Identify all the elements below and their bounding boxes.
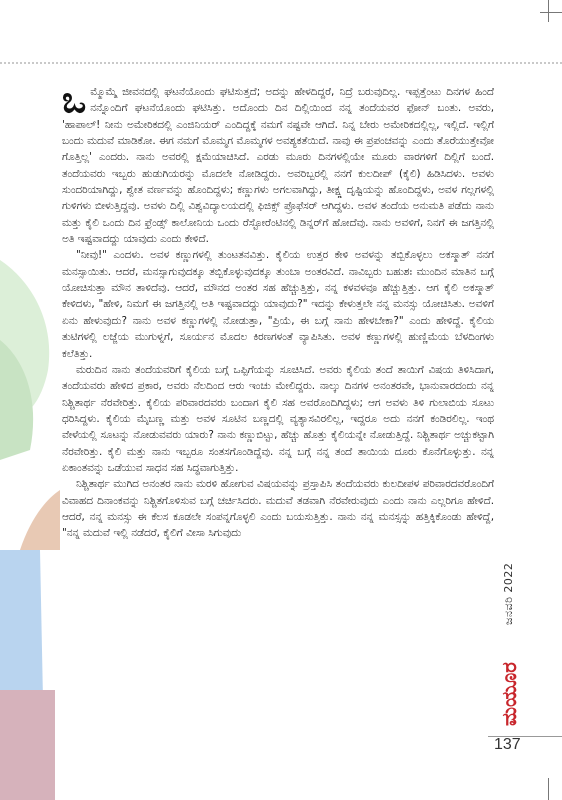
magazine-logo: ಮಯೂರ [497,662,521,726]
article-paragraph-1 [62,80,494,247]
article-paragraph-3: ಮರುದಿನ ನಾನು ತಂದೆಯವರಿಗೆ ಕೈಲಿಯ ಬಗ್ಗೆ ಒಪ್ಪಿಗೆಯನ್ನು ಸೂಚಿಸಿದೆ. ಅವರು ಕೈಲಿಯ ತಂದೆ ತಾಯಿಗೆ ವಿಷಯ ತಿಳಿಸಿದಾಗ, ತಂದೆಯವರು ಹೇಳಿದ ಪ್ರಕಾರ, ಅವರು ನೆಲದಿಂದ ಆರು ಇಂಚು ಮೇಲಿದ್ದರು. ನಾಲ್ಕು ದಿನಗಳ ಅನಂತರವೇ, ಭಾನುವಾರದಂದು ನನ್ನ ನಿಶ್ಚಿತಾರ್ಥ ನೆರವೇರಿತ್ತು. ಕೈಲಿಯ ಪರಿವಾರದವರು ಬಂದಾಗ ಕೈಲಿ ಸಹ ಅವರೊಂದಿಗಿದ್ದಳು; ಆಗ ಅವಳು ತಿಳಿ ಗುಲಾಬಿಯ ಸೂಟು ಧರಿಸಿದ್ದಳು. ಕೈಲಿಯ ಮೈಬಣ್ಣ ಮತ್ತು ಅವಳ ಸೂಟಿನ ಬಣ್ಣದಲ್ಲಿ ವ್ಯತ್ಯಾಸವಿರಲಿಲ್ಲ, ಇದ್ದರೂ ಅದು ನನಗೆ ಕಂಡಿರಲಿಲ್ಲ. ಇಂಥ ವೇಳೆಯಲ್ಲಿ ಸೂಟನ್ನು ನೋಡುವವರು ಯಾರು? ನಾನು ಕಣ್ಣುಬಿಟ್ಟು, ಹೆಚ್ಚು ಹೊತ್ತು ಕೈಲಿಯನ್ನೇ ನೋಡುತ್ತಿದ್ದೆ. ನಿಶ್ಚಿತಾರ್ಥ ಅಚ್ಚುಕಟ್ಟಾಗಿ ನೆರವೇರಿತ್ತು. ಕೈಲಿ ಮತ್ತು ನಾನು ಇಬ್ಬರೂ ಸಂತಸಗೊಂಡಿದ್ದೆವು. ನನ್ನ ಬಗ್ಗೆ ನನ್ನ ತಂದೆ ತಾಯಿಯ ದೂರು ಕೊನೆಗೊಳ್ಳುತ್ತು. ನನ್ನ ಏಕಾಂತವನ್ನು ಒಡೆಯುವ ಸಾಧನ ಸಹ ಸಿದ್ಧವಾಗುತ್ತಿತ್ತು. [62,363,494,474]
paragraph-text: ಮ್ಮೊಮ್ಮೆ ಜೀವನದಲ್ಲಿ ಘಟನೆಯೊಂದು ಘಟಿಸುತ್ತದೆ; ಅದನ್ನು ಹೇಳದಿದ್ದರೆ, ನಿದ್ರೆ ಬರುವುದಿಲ್ಲ. ಇಪ್ಪತ್ತೆಂಟು ದಿನಗಳ ಹಿಂದೆ ನನ್ನೊಂದಿಗೆ ಘಟನೆಯೊಂದು ಘಟಿಸಿತ್ತು. ಅದೊಂದು ದಿನ ದಿಲ್ಲಿಯಿಂದ ನನ್ನ ತಂದೆಯವರ ಫೋನ್ ಬಂತು. ಅವರು, 'ಹಾಪಾಲ್! ನೀನು ಅಮೇರಿಕದಲ್ಲಿ ಎಂಜಿನಿಯರ್ ಎಂದಿದ್ದಕ್ಕೆ ನಮಗೆ ನಷ್ಟವೇ ಆಗಿದೆ. ನಿನ್ನ ಬೇರು ಅಮೇರಿಕದಲ್ಲಿಲ್ಲ, ಇಲ್ಲಿದೆ. ಇಲ್ಲಿಗೆ ಬಂದು ಮದುವೆ ಮಾಡಿಕೋ. ಈಗ ನಮಗೆ ಮೊಮ್ಮಗ ಮೊಮ್ಮಗಳ ಅವಶ್ಯಕತೆಯಿದೆ. ನಾವು ಈ ಪ್ರಪಂಚವನ್ನು ಎಂದು ತೊರೆಯುತ್ತೇವೋ ಗೊತ್ತಿಲ್ಲ' ಎಂದರು. ನಾನು ಅವರಲ್ಲಿ ಕ್ಷಮೆಯಾಚಿಸಿದೆ. ಎರಡು ಮೂರು ದಿನಗಳಲ್ಲಿಯೇ ಮೂರು ವಾರಗಳಿಗೆ ದಿಲ್ಲಿಗೆ ಬಂದೆ. ತಂದೆಯವರು ಇಬ್ಬರು ಹುಡುಗಿಯರನ್ನು ಮೊದಲೇ ನೋಡಿದ್ದರು. ಅವರಿಬ್ಬರಲ್ಲಿ ನನಗೆ ಕುಲದೀಪ್ (ಕೈಲಿ) ಹಿಡಿಸಿದಳು. ಅವಳು ಸುಂದರಿಯಾಗಿದ್ದು, ಶ್ವೇತ ವರ್ಣವನ್ನು ಹೊಂದಿದ್ದಳು; ಕಣ್ಣುಗಳು ಅಗಲವಾಗಿದ್ದು, ತೀಕ್ಷ್ಣ ದೃಷ್ಟಿಯನ್ನು ಹೊಂದಿದ್ದಳು, ಅವಳ ಗಲ್ಲಗಳಲ್ಲಿ ಗುಳಿಗಳು ಬೀಳುತ್ತಿದ್ದವು. ಅವಳು ದಿಲ್ಲಿ ವಿಶ್ವವಿದ್ಯಾಲಯದಲ್ಲಿ ಫಿಜಿಕ್ಸ್ ಪ್ರೊಫೆಸರ್ ಆಗಿದ್ದಳು. ಅವಳ ತಂದೆಯ ಅನುಮತಿ ಪಡೆದು ನಾನು ಮತ್ತು ಕೈಲಿ ಒಂದು ದಿನ ಫ್ರೆಂಡ್ಸ್ ಕಾಲೋನಿಯ ಒಂದು ರೆಸ್ಟೋರೆಂಟಿನಲ್ಲಿ ಡಿನ್ನರ್‌ಗೆ ಹೋದೆವು. ನಾನು ಅವಳಿಗೆ, ನಿನಗೆ ಈ ಜಗತ್ತಿನಲ್ಲಿ ಅತಿ ಇಷ್ಟವಾದದ್ದು ಯಾವುದು ಎಂದು ಕೇಳಿದೆ. [62,86,494,246]
crop-mark-bottom-right [548,778,549,800]
top-dotted-rule [0,62,562,64]
drop-cap: ಒ [62,80,87,121]
background-illustration [0,220,60,800]
article-body [62,80,494,542]
page-number: 137 [494,736,521,753]
article-paragraph-4: ನಿಶ್ಚಿತಾರ್ಥ ಮುಗಿದ ಅನಂತರ ನಾನು ಮರಳಿ ಹೋಗುವ ವಿಷಯವನ್ನು ಪ್ರಸ್ತಾಪಿಸಿ ತಂದೆಯವರು ಕುಲದೀಪಳ ಪರಿವಾರದವರೊಂದಿಗೆ ವಿವಾಹದ ದಿನಾಂಕವನ್ನು ನಿಶ್ಚಿತಗೊಳಿಸುವ ಬಗ್ಗೆ ಚರ್ಚಿಸಿದರು. ಮದುವೆ ತಡವಾಗಿ ನೆರವೇರುವುದು ಎಂದು ನಾನು ಎಲ್ಲರಿಗೂ ಹೇಳಿದೆ. ಆದರೆ, ನನ್ನ ಮನಸ್ಸು ಈ ಕೆಲಸ ಕೂಡಲೇ ಸಂಪನ್ನಗೊಳ್ಳಲಿ ಎಂದು ಬಯಸುತ್ತಿತ್ತು. ನಾನು ನನ್ನ ಮನಸ್ಸನ್ನು ಹತ್ತಿಕ್ಕಿಕೊಂಡು ಹೇಳಿದ್ದೆ, "ನನ್ನ ಮದುವೆ ಇಲ್ಲಿ ನಡೆದರೆ, ಕೈಲಿಗೆ ವೀಸಾ ಸಿಗುವುದು [62,478,494,540]
issue-date: ಜನವರಿ 2022 [502,562,515,625]
crop-mark-top-right [548,0,549,22]
article-paragraph-2: "ನೀವು!" ಎಂದಳು. ಅವಳ ಕಣ್ಣುಗಳಲ್ಲಿ ತುಂಟತನವಿತ್ತು. ಕೈಲಿಯ ಉತ್ತರ ಕೇಳಿ ಅವಳನ್ನು ತಬ್ಬಿಕೊಳ್ಳಲು ಅಕಸ್ಮಾತ್ ನನಗೆ ಮನಸ್ಸಾಯಿತು. ಆದರೆ, ಮನಸ್ಸಾಗುವುದಕ್ಕೂ ತಬ್ಬಿಕೊಳ್ಳುವುದಕ್ಕೂ ತುಂಬಾ ಅಂತರವಿದೆ. ನಾವಿಬ್ಬರು ಬಹುಶಃ ಮುಂದಿನ ಮಾತಿನ ಬಗ್ಗೆ ಯೋಚಿಸುತ್ತಾ ಮೌನ ತಾಳಿದೆವು. ಆದರೆ, ಮೌನದ ಅಂತರ ಸಹ ಹೆಚ್ಚುತ್ತಿತ್ತು, ನನ್ನ ಕಳವಳವೂ ಹೆಚ್ಚುತ್ತಿತ್ತು. ಆಗ ಕೈಲಿ ಅಕಸ್ಮಾತ್ ಕೇಳಿದಳು, "ಹೇಳಿ, ನಿಮಗೆ ಈ ಜಗತ್ತಿನಲ್ಲಿ ಅತಿ ಇಷ್ಟವಾದದ್ದು ಯಾವುದು?" ಇದನ್ನು ಕೇಳುತ್ತಲೇ ನನ್ನ ಮನಸ್ಸು ಯೋಚಿಸಿತು. ಅವಳಿಗೆ ಏನು ಹೇಳುವುದು? ನಾನು ಅವಳ ಕಣ್ಣುಗಳಲ್ಲಿ ನೋಡುತ್ತಾ, "ಪ್ರಿಯೆ, ಈ ಬಗ್ಗೆ ನಾನು ಹೇಳಬೇಕಾ?" ಎಂದು ಹೇಳಿದ್ದೆ. ಕೈಲಿಯ ತುಟಿಗಳಲ್ಲಿ ಲಜ್ಜೆಯ ಮುಗುಳ್ನಗೆ, ಸೂರ್ಯನ ಮೊದಲ ಕಿರಣಗಳಂತೆ ವ್ಯಾಪಿಸಿತು. ಅವಳ ಕಣ್ಣುಗಳಲ್ಲಿ ಹುಣ್ಣಿಮೆಯ ಬೆಳದಿಂಗಳು ಕಲೆತಿತ್ತು. [62,249,494,360]
crop-mark-top-right-h [540,12,562,13]
